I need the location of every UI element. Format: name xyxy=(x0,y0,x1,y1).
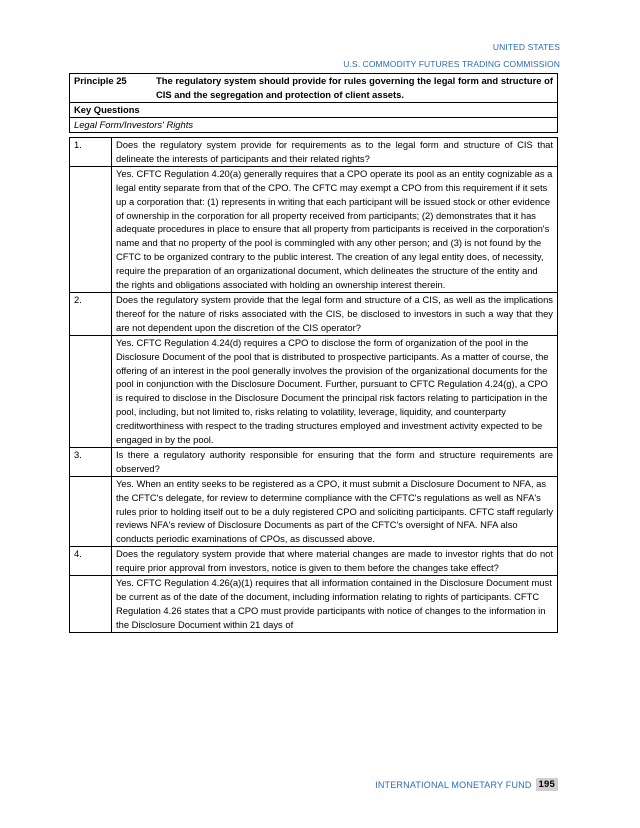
answer-spacer xyxy=(70,335,112,447)
header-country: UNITED STATES xyxy=(492,42,560,52)
question-row xyxy=(70,447,558,476)
answer-row xyxy=(70,335,558,447)
qa-table xyxy=(69,137,558,633)
principle-row xyxy=(70,74,558,103)
question-number: 2. xyxy=(70,292,112,335)
question-number: 3. xyxy=(70,447,112,476)
answer-spacer xyxy=(70,166,112,292)
key-questions-label: Key Questions xyxy=(70,102,558,117)
question-row xyxy=(70,138,558,167)
footer-org: INTERNATIONAL MONETARY FUND xyxy=(375,779,532,790)
answer-text: Yes. CFTC Regulation 4.20(a) generally requires that a CPO operate its pool as an entity cognizable as a legal entity separate from that of the CPO. The CFTC may exempt a CPO from this requirement if it sets up a corporation that: (1) represents in writing that each participant will be issued stock or other evidence of ownership in the corporation for all property received from participants; (2) demonstrates that it has adequate procedures in place to ensure that all property from participants is received in the corporation's name and that no property of the pool is commingled with any other person; and (3) is not found by the CFTC to be organized contrary to the public interest. The creation of any legal entity does, of necessity, require the preparation of an organizational document, which delineates the structure of the entity and the rights and obligations associated with holding an ownership interest therein. xyxy=(112,166,558,292)
answer-spacer xyxy=(70,476,112,547)
section-row xyxy=(70,117,558,132)
principle-table xyxy=(69,73,558,133)
answer-spacer xyxy=(70,576,112,633)
question-number: 4. xyxy=(70,547,112,576)
principle-label: Principle 25 xyxy=(70,74,153,103)
answer-row xyxy=(70,576,558,633)
page-number: 195 xyxy=(536,778,558,791)
question-row xyxy=(70,547,558,576)
question-row xyxy=(70,292,558,335)
answer-row xyxy=(70,476,558,547)
question-text: Does the regulatory system provide that where material changes are made to investor rights that do not require prior approval from investors, notice is given to them before the changes take effect? xyxy=(112,547,558,576)
principle-text: The regulatory system should provide for rules governing the legal form and structure of CIS and the segregation and protection of client assets. xyxy=(152,74,558,103)
answer-row xyxy=(70,166,558,292)
answer-text: Yes. When an entity seeks to be registered as a CPO, it must submit a Disclosure Document to NFA, as the CFTC's delegate, for review to determine compliance with the CFTC's regulations as well as NFA's rules prior to holding itself out to be a duly registered CPO and soliciting participants. CFTC staff regularly reviews NFA's review of Disclosure Documents as part of the CFTC's oversight of NFA. NFA also conducts periodic examinations of CPOs, as discussed above. xyxy=(112,476,558,547)
question-text: Is there a regulatory authority responsible for ensuring that the form and structure requirements are observed? xyxy=(112,447,558,476)
answer-text: Yes. CFTC Regulation 4.26(a)(1) requires that all information contained in the Disclosure Document must be current as of the date of the document, including information relating to rights of participants. CFTC Regulation 4.26 states that a CPO must provide participants with notice of changes to the information in the Disclosure Document within 21 days of xyxy=(112,576,558,633)
question-text: Does the regulatory system provide for requirements as to the legal form and structure of CIS that delineate the interests of participants and their related rights? xyxy=(112,138,558,167)
header-agency: U.S. COMMODITY FUTURES TRADING COMMISSION xyxy=(343,59,560,69)
key-questions-row xyxy=(70,102,558,117)
question-text: Does the regulatory system provide that the legal form and structure of a CIS, as well as the implications thereof for the nature of risks associated with the CIS, be disclosed to investors in such a way that they are not dependent upon the discretion of the CIS operator? xyxy=(112,292,558,335)
answer-text: Yes. CFTC Regulation 4.24(d) requires a CPO to disclose the form of organization of the pool in the Disclosure Document of the pool that is distributed to prospective participants. As a matter of course, the offering of an interest in the pool generally involves the provision of the organizational documents for the pool in conjunction with the Disclosure Document. Further, pursuant to CFTC Regulation 4.24(g), a CPO is required to disclose in the Disclosure Document the principal risk factors relating to participation in the pool, including, but not limited to, risks relating to volatility, leverage, liquidity, and counterparty creditworthiness with respect to the trading structures employed and investment activity expected to be engaged in by the pool. xyxy=(112,335,558,447)
section-label: Legal Form/Investors' Rights xyxy=(70,117,558,132)
page-footer xyxy=(375,778,558,791)
question-number: 1. xyxy=(70,138,112,167)
